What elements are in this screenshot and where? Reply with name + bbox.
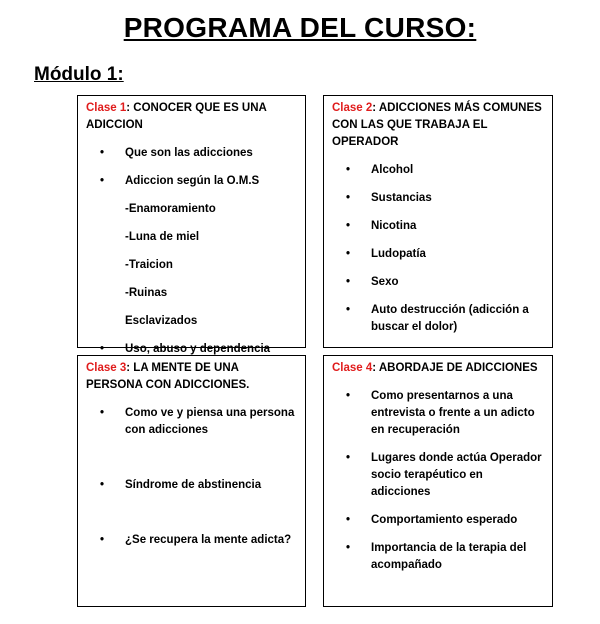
list-item: • ¿Se recupera la mente adicta? bbox=[86, 532, 297, 549]
list-item: • Adiccion según la O.M.S bbox=[86, 173, 297, 190]
class-3-title: : LA MENTE DE UNA PERSONA CON ADICCIONES. bbox=[86, 362, 250, 391]
class-4-heading bbox=[332, 360, 544, 377]
list-item: • Importancia de la terapia del acompañado bbox=[332, 540, 544, 574]
class-1-list bbox=[86, 145, 297, 358]
class-3-heading bbox=[86, 360, 297, 394]
list-item: • Comportamiento esperado bbox=[332, 512, 544, 529]
class-2-label: Clase 2 bbox=[332, 102, 373, 114]
list-item: • Alcohol bbox=[332, 162, 544, 179]
class-3-label: Clase 3 bbox=[86, 362, 127, 374]
list-item: • Auto destrucción (adicción a buscar el dolor) bbox=[332, 302, 544, 336]
module-heading: Módulo 1: bbox=[34, 64, 124, 85]
class-3-list bbox=[86, 405, 297, 549]
list-item: Esclavizados bbox=[125, 315, 198, 327]
class-4-list bbox=[332, 388, 544, 574]
list-item: • Que son las adicciones bbox=[86, 145, 297, 162]
list-item: -Ruinas bbox=[125, 287, 168, 299]
class-2-box bbox=[323, 95, 553, 348]
class-1-heading bbox=[86, 100, 297, 134]
list-item: -Luna de miel bbox=[125, 231, 200, 243]
list-item: • Como ve y piensa una persona con adicciones bbox=[86, 405, 297, 439]
class-1-box bbox=[77, 95, 306, 355]
class-4-title: : ABORDAJE DE ADICCIONES bbox=[372, 362, 538, 374]
class-4-label: Clase 4 bbox=[332, 362, 373, 374]
document-title: PROGRAMA DEL CURSO: bbox=[123, 12, 477, 43]
list-item: • Nicotina bbox=[332, 218, 544, 235]
list-item: • Sustancias bbox=[332, 190, 544, 207]
class-1-title: : CONOCER QUE ES UNA ADICCION bbox=[86, 102, 267, 131]
class-2-heading bbox=[332, 100, 544, 151]
list-item: • Uso, abuso y dependencia bbox=[86, 341, 297, 358]
class-3-box bbox=[77, 355, 306, 607]
list-item: • Sexo bbox=[332, 274, 544, 291]
list-item: -Traicion bbox=[125, 259, 173, 271]
class-2-list bbox=[332, 162, 544, 336]
list-item: • Como presentarnos a una entrevista o frente a un adicto en recuperación bbox=[332, 388, 544, 439]
list-item: -Enamoramiento bbox=[125, 203, 216, 215]
class-2-title: : ADICCIONES MÁS COMUNES CON LAS QUE TRABAJA EL OPERADOR bbox=[332, 102, 542, 148]
list-item: • Ludopatía bbox=[332, 246, 544, 263]
class-4-box bbox=[323, 355, 553, 607]
class-1-label: Clase 1 bbox=[86, 102, 127, 114]
list-item: • Lugares donde actúa Operador socio terapéutico en adicciones bbox=[332, 450, 544, 501]
list-item: • Síndrome de abstinencia bbox=[86, 477, 297, 494]
